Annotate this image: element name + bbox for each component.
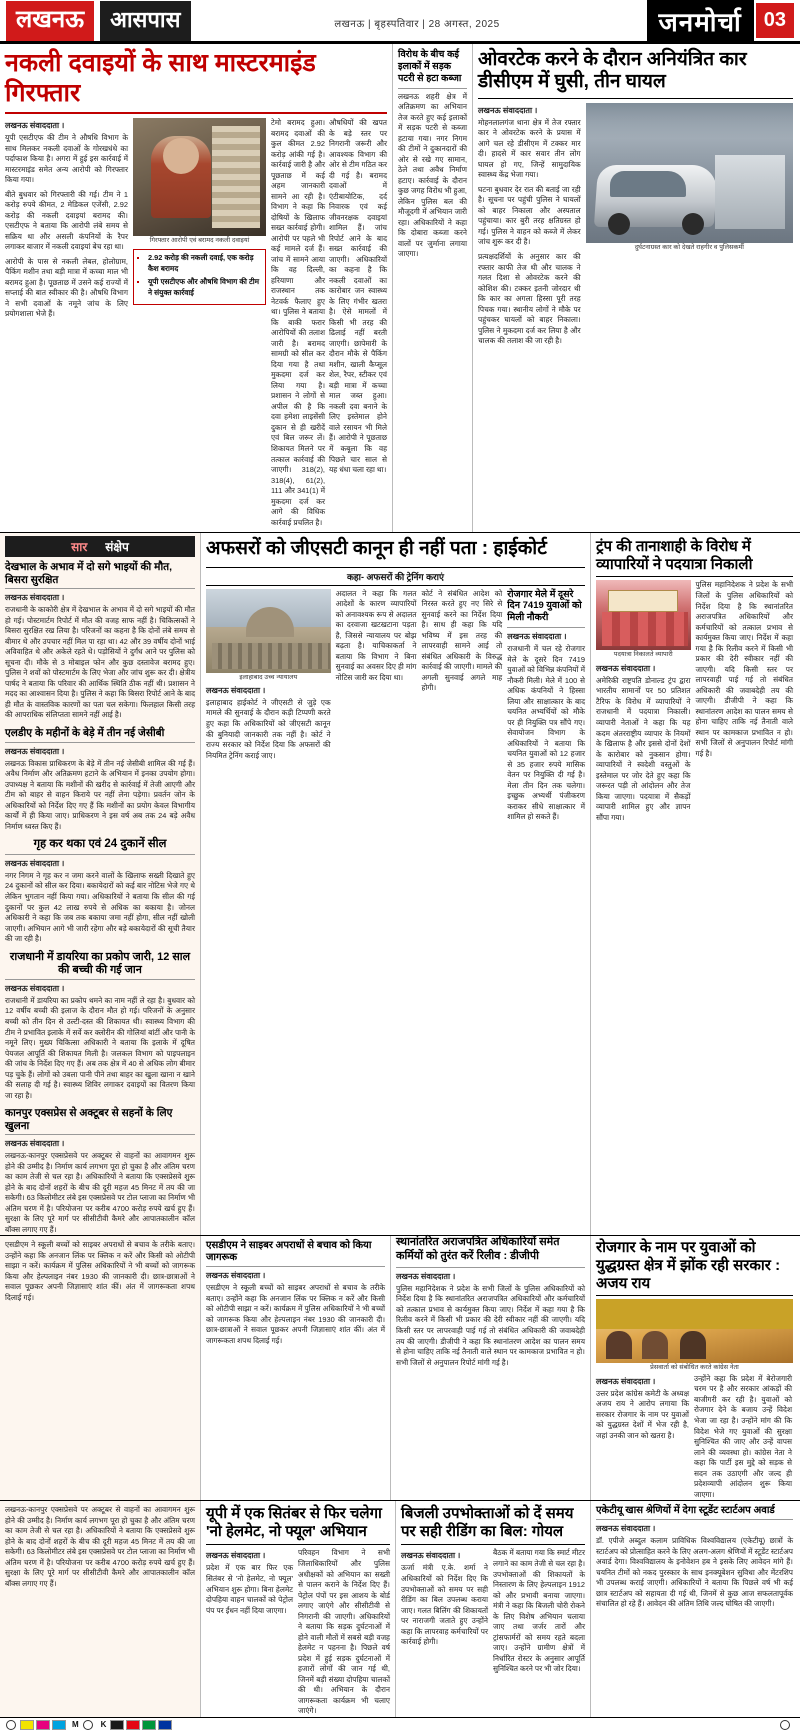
- gst-photo-caption: इलाहाबाद उच्च न्यायालय: [206, 673, 331, 683]
- bijli-dateline: लखनऊ संवाददाता ।: [401, 1550, 488, 1561]
- masthead-right: [641, 0, 800, 41]
- masthead-left: [0, 0, 194, 41]
- brief-dateline-3: लखनऊ संवाददाता ।: [5, 983, 195, 994]
- print-color-bar: [0, 1718, 800, 1732]
- trump-col-2: [696, 580, 794, 823]
- rozgar-photo-caption: प्रेसवार्ता को संबोधित करते कांग्रेस नेता: [596, 1363, 793, 1373]
- brief-body-4: लखनऊ-कानपुर एक्सप्रेसवे पर अक्टूबर से वाहनों का आवागमन शुरू होने की उम्मीद है। निर्माण कार्य लगभग पूरा हो चुका है और अंतिम चरण का काम तेजी से चल रहा है। अधिकारियों ने बताया कि एक्सप्रेसवे शुरू होने के बाद दोनों शहरों के बीच की दूरी महज 45 मिनट में तय की जा सकेगी। 63 किलोमीटर लंबे इस एक्सप्रेसवे पर टोल प्लाजा का निर्माण भी अंतिम चरण में है। परियोजना पर करीब 4700 करोड़ रुपये खर्च हुए हैं। सुरक्षा के लिए पूरे मार्ग पर सीसीटीवी कैमरे और आपातकालीन कॉल बॉक्स लगाए गए हैं।: [5, 1151, 195, 1235]
- bijli-col-2: [493, 1548, 585, 1674]
- registration-mark-2: [780, 1720, 790, 1730]
- top-right-photo: [586, 103, 793, 243]
- gst-photo-col: [206, 589, 336, 823]
- trump-photo-caption: पदयात्रा निकालते व्यापारी: [596, 650, 691, 660]
- brief-dateline-2: लखनऊ संवाददाता ।: [5, 858, 195, 869]
- gst-dateline: लखनऊ संवाददाता ।: [206, 685, 331, 696]
- sthan-dateline: लखनऊ संवाददाता ।: [396, 1271, 585, 1282]
- trump-body: अमेरिकी राष्ट्रपति डोनाल्ड ट्रंप द्वारा भारतीय सामानों पर 50 प्रतिशत टैरिफ के विरोध में व्यापारियों ने राजधानी में पदयात्रा निकाली। व्यापारी नेताओं ने कहा कि यह कदम अंतरराष्ट्रीय व्यापार के नियमों के खिलाफ है और इससे दोनों देशों के कारोबार को नुकसान होगा। व्यापारियों ने स्वदेशी वस्तुओं के इस्तेमाल पर जोर देते हुए कहा कि जरूरत पड़ी तो आंदोलन और तेज किया जाएगा। पदयात्रा में सैकड़ों व्यापारी शामिल हुए और ज्ञापन सौंपा गया।: [596, 676, 691, 823]
- gst-photo: [206, 589, 331, 673]
- rozgar-body-1: उत्तर प्रदेश कांग्रेस कमेटी के अध्यक्ष अजय राय ने आरोप लगाया कि सरकार रोजगार के नाम पर युवाओं को युद्धग्रस्त देशों में भेज रही है, जहां उनकी जान को खतरा है।: [596, 1389, 689, 1442]
- brief-title-4: कानपुर एक्सप्रेस से अक्टूबर से सहनों के लिए खुलना: [5, 1107, 195, 1132]
- middle-block: [0, 533, 800, 1235]
- rozgar-col-1: [596, 1374, 694, 1500]
- brief-body-0: राजधानी के काकोरी क्षेत्र में देखभाल के अभाव में दो सगे भाइयों की मौत हो गई। पोस्टमार्टम रिपोर्ट में मौत की वजह साफ नहीं है। चिकित्सकों ने बिसरा सुरक्षित रख लिया है। परिजनों का कहना है कि दोनों लंबे समय से बीमार थे और उपचार नहीं मिल पा रहा था। 42 और 39 वर्षीय दोनों भाई अविवाहित थे और अकेले रहते थे। पड़ोसियों ने दुर्गंध आने पर पुलिस को सूचना दी। मौके से 3 मोबाइल फोन और कुछ दस्तावेज बरामद हुए। पुलिस ने शवों को पोस्टमार्टम के लिए भेजा और जांच शुरू कर दी। क्षेत्रीय पार्षद ने बताया कि परिवार की आर्थिक स्थिति ठीक नहीं थी। प्रशासन ने मदद का आश्वासन दिया है। पुलिस ने कहा कि बिसरा रिपोर्ट आने के बाद ही मौत के वास्तविक कारणों का पता चल सकेगा। फिलहाल किसी तरह की आपराधिक संलिप्तता सामने नहीं आई है।: [5, 605, 195, 721]
- brief-item-0: [5, 561, 195, 721]
- lead-para-1: यूपी एसटीएफ की टीम ने औषधि विभाग के साथ मिलकर नकली दवाओं के गोरखधंधे का पर्दाफाश किया है। अगरा में हुई इस कार्रवाई में मास्टरमाइंड समेत अन्य आरोपी को गिरफ्तार किया गया।: [5, 133, 128, 186]
- bottom-block: [0, 1501, 800, 1717]
- top-block: [0, 44, 800, 533]
- top-right-body-1: [478, 118, 581, 347]
- top-mid-body: लखनऊ शहरी क्षेत्र में अतिक्रमण का अभियान तेज करते हुए कई इलाकों में सड़क पटरी से कब्जा हटाया गया। नगर निगम की टीमों ने दुकानदारों की ओर से रखे गए सामान, ठेले तथा अवैध निर्माण हटाए। कार्रवाई के दौरान कुछ जगह विरोध भी हुआ, लेकिन पुलिस बल की मौजूदगी में अभियान जारी रहा। अधिकारियों ने कहा कि दोबारा कब्जा करने वालों पर जुर्माना लगाया जाएगा।: [398, 92, 467, 260]
- briefs-column: [0, 533, 200, 1235]
- lead-col-1: [5, 118, 133, 528]
- aktu-body: डॉ. एपीजे अब्दुल कलाम प्राविधिक विश्वविद्यालय (एकेटीयू) छात्रों के स्टार्टअप को प्रोत्साहित करने के लिए अलग-अलग श्रेणियों में स्टूडेंट स्टार्टअप अवार्ड देगा। विश्वविद्यालय के इनोवेशन हब ने इसके लिए आवेदन मांगे हैं। चयनित टीमों को नकद पुरस्कार के साथ इनक्यूबेशन सुविधा और मेंटरशिप भी उपलब्ध कराई जाएगी। अधिकारियों ने बताया कि पिछले वर्ष भी कई छात्र स्टार्टअप को सहायता दी गई थी, जिनमें से कुछ आज सफलतापूर्वक संचालित हो रहे हैं। आवेदन की अंतिम तिथि जल्द घोषित की जाएगी।: [596, 1536, 793, 1610]
- helmet-story: [200, 1501, 395, 1717]
- lead-bullet-0: ▪ 2.92 करोड़ की नकली दवाई, एक करोड़ कैश बरामद: [148, 253, 261, 274]
- top-right-photo-caption: दुर्घटनाग्रस्त कार को देखते राहगीर व पुलिसकर्मी: [586, 243, 793, 253]
- lead-bullets: [133, 249, 266, 304]
- helmet-col-1: [206, 1548, 298, 1716]
- trump-photo-col: [596, 580, 696, 823]
- brief-title-0: देखभाल के अभाव में दो सगे भाइयों की मौत, बिसरा सुरक्षित: [5, 561, 195, 586]
- brief-body-1: लखनऊ विकास प्राधिकरण के बेड़े में तीन नई जेसीबी शामिल की गई हैं। अवैध निर्माण और अतिक्रमण हटाने के अभियान में इनका उपयोग होगा। उपाध्यक्ष ने बताया कि मशीनों की खरीद से कार्रवाई में तेजी आएगी और टीम को बाहर से वाहन किराये पर नहीं लेना पड़ेगा। प्रवर्तन जोन के अधिकारियों को निर्देश दिए गए हैं कि मशीनों का प्रयोग केवल विभागीय कार्यों में ही किया जाए। प्राधिकरण ने इस वर्ष अब तक 24 बड़े अवैध निर्माण ध्वस्त किए हैं।: [5, 759, 195, 833]
- lead-photo-col: [133, 118, 271, 528]
- bijli-body-1: ऊर्जा मंत्री ए.के. शर्मा ने अधिकारियों को निर्देश दिए कि उपभोक्ताओं को समय पर सही रीडिंग का बिल उपलब्ध कराया जाए। गलत बिलिंग की शिकायतों पर नाराजगी जताते हुए उन्होंने कहा कि लापरवाह कर्मचारियों पर कार्रवाई होगी।: [401, 1563, 488, 1647]
- lead-para-3: आरोपी के पास से नकली लेबल, होलोग्राम, पैकिंग मशीन तथा बड़ी मात्रा में कच्चा माल भी बरामद हुआ है। पूछताछ में उसने कई राज्यों में सप्लाई की बात स्वीकार की है। औषधि विभाग ने सभी दवाओं के नमूने जांच के लिए प्रयोगशाला भेजे हैं।: [5, 257, 128, 320]
- center-column: [200, 533, 590, 1235]
- helmet-body-1: प्रदेश में एक बार फिर एक सितंबर से 'नो हेलमेट, नो फ्यूल' अभियान शुरू होगा। बिना हेलमेट दोपहिया वाहन चालकों को पेट्रोल पंप पर ईंधन नहीं दिया जाएगा।: [206, 1563, 293, 1616]
- saar-label-left: सार: [71, 538, 87, 555]
- gst-body-1: इलाहाबाद हाईकोर्ट ने जीएसटी से जुड़े एक मामले की सुनवाई के दौरान कड़ी टिप्पणी करते हुए कहा कि अधिकारियों को जीएसटी कानून की बुनियादी जानकारी तक नहीं है। कोर्ट ने राज्य सरकार को निर्देश दिया कि अफसरों की नियमित ट्रेनिंग कराई जाए।: [206, 698, 331, 761]
- helmet-headline: यूपी में एक सितंबर से फिर चलेगा 'नो हेलमेट, नो फ्यूल' अभियान: [206, 1501, 390, 1544]
- brief-title-1: एलडीए के महीनों के बेड़े में तीन नई जेसीबी: [5, 727, 195, 740]
- esdm-dateline: लखनऊ संवाददाता ।: [206, 1270, 385, 1281]
- bijli-col-1: [401, 1548, 493, 1674]
- lower-block: [0, 1236, 800, 1500]
- swatch-cyan: [52, 1720, 66, 1730]
- top-mid-title: विरोध के बीच कई इलाकों में सड़क पटरी से हटा कब्जा: [398, 44, 467, 88]
- lead-body-1: [5, 133, 128, 320]
- brief-item-4: [5, 1107, 195, 1235]
- masthead-logo: जनमोर्चा: [647, 0, 754, 43]
- gau-headline: रोजगार मेले में दूसरे दिन 7419 युवाओं को मिली नौकरी: [507, 589, 585, 625]
- swatch-red: [126, 1720, 140, 1730]
- rozgar-headline: रोजगार के नाम पर युवाओं को युद्धग्रस्त क्षेत्र में झोंक रही सरकार : अजय राय: [596, 1236, 793, 1295]
- rozgar-col-2: [694, 1374, 792, 1500]
- page-number: 03: [756, 3, 794, 38]
- lead-col-3: [271, 118, 329, 528]
- rozgar-story: [590, 1236, 798, 1500]
- lead-bullet-1: ▪ यूपी एसटीएफ और औषधि विभाग की टीम ने संयुक्त कार्रवाई: [148, 277, 261, 298]
- lead-dateline: लखनऊ संवाददाता ।: [5, 120, 128, 131]
- esdm-body: एसडीएम ने स्कूली बच्चों को साइबर अपराधों से बचाव के तरीके बताए। उन्होंने कहा कि अनजान लिंक पर क्लिक न करें और किसी को ओटीपी साझा न करें। कार्यक्रम में पुलिस अधिकारियों ने भी बच्चों को जागरूक किया और हेल्पलाइन नंबर 1930 की जानकारी दी। छात्र-छात्राओं ने सवाल पूछकर अपनी जिज्ञासाएं शांत कीं। अंत में जागरूकता शपथ दिलाई गई।: [206, 1283, 385, 1346]
- top-right-para-2: घटना बुधवार देर रात की बताई जा रही है। सूचना पर पहुंची पुलिस ने घायलों को बाहर निकाला और अस्पताल पहुंचाया। कार बुरी तरह क्षतिग्रस्त हो गई। पुलिस ने वाहन को कब्जे में लेकर जांच शुरू कर दी है।: [478, 185, 581, 248]
- swatch-magenta: [36, 1720, 50, 1730]
- aktu-story: [590, 1501, 798, 1717]
- brief-dateline-0: लखनऊ संवाददाता ।: [5, 592, 195, 603]
- top-right-para-3: प्रत्यक्षदर्शियों के अनुसार कार की रफ्तार काफी तेज थी और चालक ने गलत दिशा से ओवरटेक करने की कोशिश की। टक्कर इतनी जोरदार थी कि कार का अगला हिस्सा पूरी तरह पिचक गया। स्थानीय लोगों ने मौके पर पहुंचकर घायलों को बाहर निकाला। पुलिस ने मुकदमा दर्ज कर लिया है और चालक की तलाश की जा रही है।: [478, 252, 581, 347]
- lead-body-3: औषधियों की खपत के बड़े स्तर पर निगरानी जरूरी और आवश्यक विभाग की ओर से टीम गठित कर दी गई है। बरामद दवाओं में एंटीबायोटिक, दर्द निवारक एवं कई जीवनरक्षक दवाइयां शामिल हैं। जांच रिपोर्ट आने के बाद सख्त कार्रवाई की जाएगी। अधिकारियों का कहना है कि नकली दवाओं का कारोबार जन स्वास्थ्य के लिए गंभीर खतरा है। ऐसे मामलों में किसी भी तरह की ढिलाई नहीं बरती जाएगी। छापेमारी के दौरान मौके से पैकिंग मशीन, खाली कैप्सूल शेल, रैपर, स्टीकर एवं बड़ी मात्रा में कच्चा माल जब्त हुआ। नकली दवा बनाने के लिए इस्तेमाल होने वाले रसायन भी मिले हैं। आरोपी ने पूछताछ में कबूला कि वह पिछले चार साल से यह धंधा चला रहा था।: [329, 118, 387, 476]
- top-right-dateline: लखनऊ संवाददाता ।: [478, 105, 581, 116]
- swatch-blue: [158, 1720, 172, 1730]
- gst-subhead: कहा- अफसरों की ट्रेनिंग कराएं: [206, 567, 585, 586]
- lead-photo-caption: गिरफ्तार आरोपी एवं बरामद नकली दवाइयां: [133, 236, 266, 246]
- gst-body-2: अदालत ने कहा कि गलत आदेशों के कारण व्यापारियों को अनावश्यक रूप से अदालत का दरवाजा खटखटाना पड़ता है, जिससे न्यायालय पर बोझ बढ़ता है। याचिकाकर्ता ने बताया कि विभाग ने बिना सुनवाई का अवसर दिए ही मांग नोटिस जारी कर दिया था।: [336, 589, 417, 684]
- gau-col: [507, 589, 585, 823]
- gst-col-2: [336, 589, 422, 823]
- trump-story: [590, 533, 798, 1235]
- gst-headline: अफसरों को जीएसटी कानून ही नहीं पता : हाईकोर्ट: [206, 533, 585, 563]
- bijli-story: [395, 1501, 590, 1717]
- gau-dateline: लखनऊ संवाददाता ।: [507, 631, 585, 642]
- masthead: [0, 0, 800, 44]
- saar-band: [5, 536, 195, 557]
- brief-dateline-4: लखनऊ संवाददाता ।: [5, 1138, 195, 1149]
- brief-dateline-1: लखनऊ संवाददाता ।: [5, 746, 195, 757]
- saar-label-right: संक्षेप: [105, 538, 129, 555]
- lower-left-spacer: [0, 1236, 200, 1500]
- lead-para-2: बीते बुधवार को गिरफ्तारी की गई। टीम ने 1 करोड़ रुपये कीमत, 2 मेडिकल एजेंसी, 2.92 करोड़ की नकली दवाइयां बरामद की। एसटीएफ ने बताया कि आरोपी लंबे समय से सक्रिय था और असली कंपनियों के रैपर लगाकर बाजार में नकली दवाइयां बेच रहा था।: [5, 190, 128, 253]
- esdm-story: [200, 1236, 390, 1500]
- gau-body: राजधानी में चल रहे रोजगार मेले के दूसरे दिन 7419 युवाओं को विभिन्न कंपनियों में नौकरी मिली। मेले में 100 से अधिक कंपनियों ने हिस्सा लिया और साक्षात्कार के बाद चयनित अभ्यर्थियों को मौके पर ही नियुक्ति पत्र सौंपे गए। सेवायोजन विभाग के अधिकारियों ने बताया कि चयनित युवाओं को 12 हजार से 35 हजार रुपये मासिक वेतन पर नियुक्ति दी गई है। मेला तीन दिन तक चलेगा। इच्छुक अभ्यर्थी पंजीकरण कराकर सीधे साक्षात्कार में शामिल हो सकते हैं।: [507, 644, 585, 823]
- swatch-green: [142, 1720, 156, 1730]
- top-right-story: [472, 44, 798, 532]
- gst-col-3: [421, 589, 507, 823]
- rozgar-dateline: लखनऊ संवाददाता ।: [596, 1376, 689, 1387]
- masthead-city-left: लखनऊ: [6, 1, 94, 41]
- trump-dateline: लखनऊ संवाददाता ।: [596, 663, 691, 674]
- brief-body-2: नगर निगम ने गृह कर न जमा करने वालों के खिलाफ सख्ती दिखाते हुए 24 दुकानों को सील कर दिया। बकायेदारों को कई बार नोटिस भेजे गए थे लेकिन भुगतान नहीं किया गया। अधिकारियों ने बताया कि सील की गई दुकानों पर कुल 42 लाख रुपये से अधिक का बकाया है। जोनल अधिकारी ने कहा कि जब तक बकाया जमा नहीं होगा, सील नहीं खोली जाएगी। अभियान आगे भी जारी रहेगा और बड़े बकायेदारों की सूची तैयार की जा रही है।: [5, 871, 195, 945]
- lead-headline: नकली दवाइयों के साथ मास्टरमाइंड गिरफ्तार: [5, 44, 387, 112]
- swatch-yellow: [20, 1720, 34, 1730]
- brief-title-3: राजधानी में डायरिया का प्रकोप जारी, 12 साल की बच्ची की गई जान: [5, 951, 195, 977]
- helmet-body-2: परिवहन विभाग ने सभी जिलाधिकारियों और पुलिस अधीक्षकों को अभियान का सख्ती से पालन कराने के निर्देश दिए हैं। पेट्रोल पंपों पर इस आशय के बोर्ड लगाए जाएंगे और सीसीटीवी से निगरानी की जाएगी। अधिकारियों ने बताया कि सड़क दुर्घटनाओं में होने वाली मौतों में सबसे बड़ी वजह हेलमेट न पहनना है। पिछले वर्ष प्रदेश में हुई सड़क दुर्घटनाओं में हजारों लोगों की जान गई थी, जिनमें बड़ी संख्या दोपहिया चालकों की थी। अभियान के दौरान जागरूकता कार्यक्रम भी चलाए जाएंगे।: [298, 1548, 390, 1716]
- sthan-headline: स्थानांतरित अराजपत्रित अधिकारियों समेत कर्मियों को तुरंत करें रिलीव : डीजीपी: [396, 1236, 585, 1264]
- bijli-body-2: बैठक में बताया गया कि स्मार्ट मीटर लगाने का काम तेजी से चल रहा है। उपभोक्ताओं की शिकायतों के निस्तारण के लिए हेल्पलाइन 1912 को और प्रभावी बनाया जाएगा। मंत्री ने कहा कि बिजली चोरी रोकने के लिए विशेष अभियान चलाया जाए तथा जर्जर तारों और ट्रांसफार्मरों को समय रहते बदला जाए। उन्होंने ग्रामीण क्षेत्रों में निर्धारित रोस्टर के अनुसार आपूर्ति सुनिश्चित करने पर भी जोर दिया।: [493, 1548, 585, 1674]
- brief-item-1: [5, 727, 195, 832]
- brief-body-3: राजधानी में डायरिया का प्रकोप थमने का नाम नहीं ले रहा है। बुधवार को 12 वर्षीय बच्ची की इलाज के दौरान मौत हो गई। परिजनों के अनुसार बच्ची को तीन दिन से उल्टी-दस्त की शिकायत थी। स्वास्थ्य विभाग की टीम ने प्रभावित इलाके में सर्वे कर क्लोरीन की गोलियां बांटीं और पानी के नमूने लिए। मुख्य चिकित्सा अधिकारी ने बताया कि इलाके में दूषित पेयजल आपूर्ति की शिकायत मिली है। जलकल विभाग को पाइपलाइन की जांच के निर्देश दिए गए हैं। अब तक क्षेत्र में 40 से अधिक लोग बीमार पड़ चुके हैं। लोगों को उबला पानी पीने तथा बाहर का खुला खाना न खाने की सलाह दी गई है। स्वास्थ्य शिविर लगाकर दवाइयों का वितरण किया जा रहा है।: [5, 996, 195, 1101]
- brief-item-3: [5, 951, 195, 1102]
- masthead-date: लखनऊ | बृहस्पतिवार | 28 अगस्त, 2025: [194, 16, 641, 30]
- registration-mark-0: [6, 1720, 16, 1730]
- top-mid-brief: [392, 44, 472, 532]
- mark-k: K: [101, 1720, 107, 1729]
- helmet-col-2: [298, 1548, 390, 1716]
- lead-photo: [133, 118, 266, 236]
- lead-col-4: [329, 118, 387, 528]
- bottom-left-body: लखनऊ-कानपुर एक्सप्रेसवे पर अक्टूबर से वाहनों का आवागमन शुरू होने की उम्मीद है। निर्माण कार्य लगभग पूरा हो चुका है और अंतिम चरण का काम तेजी से चल रहा है। अधिकारियों ने बताया कि एक्सप्रेसवे शुरू होने के बाद दोनों शहरों के बीच की दूरी महज 45 मिनट में तय की जा सकेगी। 63 किलोमीटर लंबे इस एक्सप्रेसवे पर टोल प्लाजा का निर्माण भी अंतिम चरण में है। परियोजना पर करीब 4700 करोड़ रुपये खर्च हुए हैं। सुरक्षा के लिए पूरे मार्ग पर सीसीटीवी कैमरे और आपातकालीन कॉल बॉक्स लगाए गए हैं।: [5, 1501, 195, 1589]
- esdm-headline: एसडीएम ने साइबर अपराधों से बचाव को किया जागरूक: [206, 1240, 385, 1264]
- trump-col2-body: पुलिस महानिदेशक ने प्रदेश के सभी जिलों के पुलिस अधिकारियों को निर्देश दिया है कि स्थानांतरित अराजपत्रित अधिकारियों और कर्मचारियों को तत्काल प्रभाव से कार्यमुक्त किया जाए। निर्देश में कहा गया है कि रिलीव करने में किसी भी प्रकार की देरी स्वीकार नहीं की जाएगी। यदि किसी स्तर पर लापरवाही पाई गई तो संबंधित अधिकारी की जवाबदेही तय की जाएगी। डीजीपी ने कहा कि स्थानांतरण आदेश का पालन समय से होना चाहिए ताकि नई तैनाती वाले स्थान पर कामकाज प्रभावित न हो। सभी जिलों से अनुपालन रिपोर्ट मांगी गई है।: [696, 580, 794, 759]
- sthan-body: पुलिस महानिदेशक ने प्रदेश के सभी जिलों के पुलिस अधिकारियों को निर्देश दिया है कि स्थानांतरित अराजपत्रित अधिकारियों और कर्मचारियों को तत्काल प्रभाव से कार्यमुक्त किया जाए। निर्देश में कहा गया है कि रिलीव करने में किसी भी प्रकार की देरी स्वीकार नहीं की जाएगी। यदि किसी स्तर पर लापरवाही पाई गई तो संबंधित अधिकारी की जवाबदेही तय की जाएगी। डीजीपी ने कहा कि स्थानांतरण आदेश का पालन समय से होना चाहिए ताकि नई तैनाती वाले स्थान पर कामकाज प्रभावित न हो। सभी जिलों से अनुपालन रिपोर्ट मांगी गई है।: [396, 1284, 585, 1368]
- swatch-black: [110, 1720, 124, 1730]
- registration-mark-1: [83, 1720, 93, 1730]
- lead-story: [0, 44, 392, 532]
- aktu-headline: एकेटीयू खास श्रेणियों में देगा स्टूडेंट स्टार्टअप अवार्ड: [596, 1505, 793, 1517]
- mark-m: M: [72, 1720, 79, 1729]
- masthead-city-right: आसपास: [100, 1, 190, 41]
- bottom-left-col: [0, 1501, 200, 1717]
- trump-photo: [596, 580, 691, 650]
- bijli-headline: बिजली उपभोक्ताओं को दें समय पर सही रीडिंग का बिल: गोयल: [401, 1501, 585, 1544]
- masthead-dateline: [194, 0, 641, 41]
- top-right-col-1: [478, 103, 586, 351]
- brief-item-2: [5, 838, 195, 944]
- trump-headline: ट्रंप की तानाशाही के विरोध में व्यापारियों ने पदयात्रा निकाली: [596, 533, 793, 576]
- lead-body-2: टेमो बरामद हुआ। बरामद दवाओं की कुल कीमत 2.92 करोड़ आंकी गई है। कार्रवाई जारी है और पूछताछ में कई अहम जानकारी सामने आ रही है। विभाग ने कहा कि दोषियों के खिलाफ सख्त कार्रवाई होगी। आरोपी पर पहले भी कई मामले दर्ज हैं। जांच में सामने आया कि वह दिल्ली, हरियाणा और राजस्थान तक नेटवर्क फैलाए हुए था। पुलिस ने बताया कि बाकी फरार आरोपियों की तलाश जारी है। बरामद सामग्री को सील कर दिया गया है तथा मुकदमा दर्ज कर लिया गया है। प्रशासन ने लोगों से अपील की है कि दवा हमेशा लाइसेंसी दुकान से ही खरीदें एवं बिल जरूर लें। शिकायत मिलने पर तत्काल कार्रवाई की जाएगी। 318(2), 318(4), 61(2), 111 और 341(1) में मुकदमा दर्ज कर आगे की विधिक कार्रवाई प्रचलित है।: [271, 118, 325, 528]
- gst-body-3: कोर्ट ने संबंधित आदेश को निरस्त करते हुए नए सिरे से सुनवाई करने का निर्देश दिया है। साथ ही कहा कि यदि भविष्य में इस तरह की लापरवाही सामने आई तो संबंधित अधिकारी के विरुद्ध कार्रवाई की जाएगी। मामले की अगली सुनवाई अगले माह होगी।: [421, 589, 502, 694]
- rozgar-photo: [596, 1299, 793, 1363]
- top-right-headline: ओवरटेक करने के दौरान अनियंत्रित कार डीसीएम में घुसी, तीन घायल: [478, 44, 793, 98]
- aktu-dateline: लखनऊ संवाददाता ।: [596, 1523, 793, 1534]
- helmet-dateline: लखनऊ संवाददाता ।: [206, 1550, 293, 1561]
- rozgar-body-2: उन्होंने कहा कि प्रदेश में बेरोजगारी चरम पर है और सरकार आंकड़ों की बाजीगरी कर रही है। युवाओं को रोजगार देने के बजाय उन्हें विदेश भेजा जा रहा है। उन्होंने मांग की कि विदेश भेजे गए युवाओं की सुरक्षा सुनिश्चित की जाए और उन्हें वापस लाने की व्यवस्था हो। कांग्रेस नेता ने कहा कि पार्टी इस मुद्दे को सड़क से सदन तक उठाएगी और जल्द ही प्रदेशव्यापी आंदोलन शुरू किया जाएगा।: [694, 1374, 792, 1500]
- top-right-para-1: मोहनलालगंज थाना क्षेत्र में तेज रफ्तार कार ने ओवरटेक करने के प्रयास में आगे चल रहे डीसीएम में टक्कर मार दी। हादसे में कार सवार तीन लोग घायल हो गए, जिन्हें सामुदायिक स्वास्थ्य केंद्र भेजा गया।: [478, 118, 581, 181]
- lower-left-body: एसडीएम ने स्कूली बच्चों को साइबर अपराधों से बचाव के तरीके बताए। उन्होंने कहा कि अनजान लिंक पर क्लिक न करें और किसी को ओटीपी साझा न करें। कार्यक्रम में पुलिस अधिकारियों ने भी बच्चों को जागरूक किया और हेल्पलाइन नंबर 1930 की जानकारी दी। छात्र-छात्राओं ने सवाल पूछकर अपनी जिज्ञासाएं शांत कीं। अंत में जागरूकता शपथ दिलाई गई।: [5, 1236, 195, 1303]
- top-right-photo-col: [586, 103, 793, 351]
- brief-title-2: गृह कर थका एवं 24 दुकानें सील: [5, 838, 195, 852]
- sthan-story: [390, 1236, 590, 1500]
